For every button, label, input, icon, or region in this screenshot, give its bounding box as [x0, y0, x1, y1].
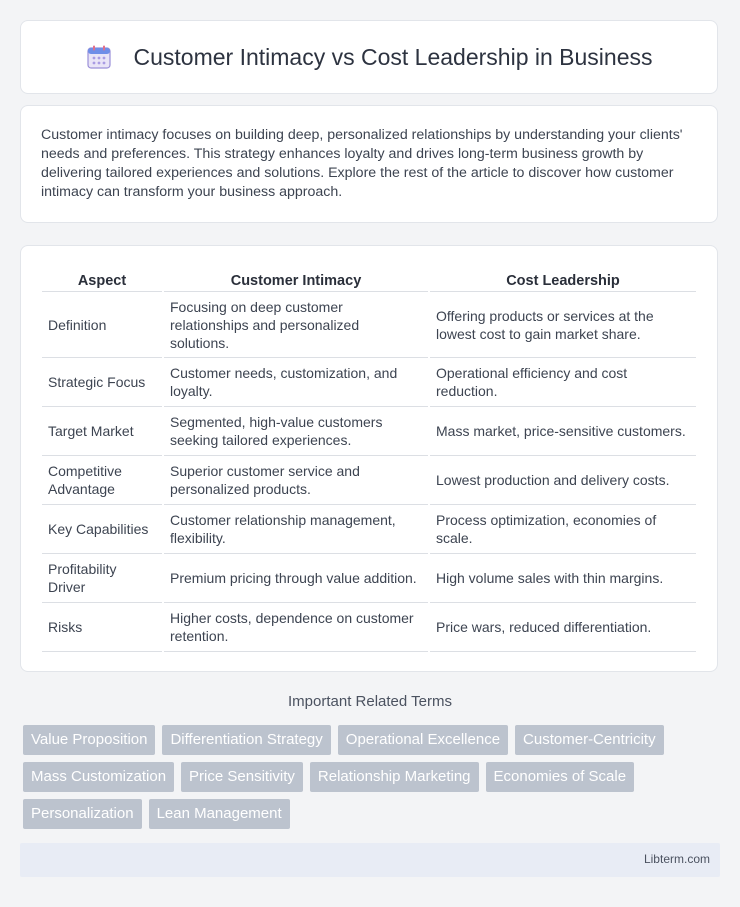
table-row	[42, 456, 696, 505]
table-cell: Price wars, reduced differentiation.	[430, 603, 696, 652]
related-term-tag[interactable]: Value Proposition	[23, 725, 155, 755]
table-cell: High volume sales with thin margins.	[430, 554, 696, 603]
table-row	[42, 292, 696, 358]
comparison-table	[40, 266, 698, 652]
column-header: Aspect	[42, 266, 162, 292]
related-term-tag[interactable]: Operational Excellence	[338, 725, 508, 755]
table-cell: Segmented, high-value customers seeking tailored experiences.	[164, 407, 428, 456]
intro-card	[20, 105, 718, 223]
related-term-tag[interactable]: Lean Management	[149, 799, 290, 829]
header-card	[20, 20, 718, 94]
column-header: Cost Leadership	[430, 266, 696, 292]
related-term-tag[interactable]: Personalization	[23, 799, 142, 829]
comparison-card	[20, 245, 718, 672]
table-cell: Key Capabilities	[42, 505, 162, 554]
tag-row	[23, 762, 723, 792]
tag-row	[23, 725, 723, 755]
table-row	[42, 554, 696, 603]
table-cell: Process optimization, economies of scale.	[430, 505, 696, 554]
related-term-tag[interactable]: Mass Customization	[23, 762, 174, 792]
table-cell: Risks	[42, 603, 162, 652]
table-row	[42, 358, 696, 407]
table-row	[42, 505, 696, 554]
table-cell: Definition	[42, 292, 162, 358]
table-cell: Higher costs, dependence on customer retention.	[164, 603, 428, 652]
table-row	[42, 407, 696, 456]
table-cell: Competitive Advantage	[42, 456, 162, 505]
tag-row	[23, 799, 723, 829]
calendar-icon	[86, 44, 112, 70]
table-cell: Customer needs, customization, and loyalty.	[164, 358, 428, 407]
related-term-tag[interactable]: Differentiation Strategy	[162, 725, 330, 755]
table-cell: Lowest production and delivery costs.	[430, 456, 696, 505]
column-header: Customer Intimacy	[164, 266, 428, 292]
related-term-tag[interactable]: Customer-Centricity	[515, 725, 664, 755]
table-cell: Mass market, price-sensitive customers.	[430, 407, 696, 456]
footer-site-link[interactable]: Libterm.com	[643, 852, 710, 866]
related-terms-tags	[23, 725, 723, 836]
table-row	[42, 603, 696, 652]
table-cell: Customer relationship management, flexibility.	[164, 505, 428, 554]
table-cell: Premium pricing through value addition.	[164, 554, 428, 603]
related-term-tag[interactable]: Price Sensitivity	[181, 762, 303, 792]
table-cell: Target Market	[42, 407, 162, 456]
footer	[20, 843, 720, 877]
table-cell: Superior customer service and personalized products.	[164, 456, 428, 505]
table-cell: Focusing on deep customer relationships and personalized solutions.	[164, 292, 428, 358]
page-title: Customer Intimacy vs Cost Leadership in Business	[133, 43, 653, 70]
table-cell: Operational efficiency and cost reduction.	[430, 358, 696, 407]
related-term-tag[interactable]: Relationship Marketing	[310, 762, 479, 792]
related-term-tag[interactable]: Economies of Scale	[486, 762, 635, 792]
intro-paragraph: Customer intimacy focuses on building deep, personalized relationships by understanding your clients' needs and preferences. This strategy enhances loyalty and drives long-term business growth by delivering tailored experiences and solutions. Explore the rest of the article to discover how customer intimacy can transform your business approach.	[41, 127, 683, 200]
table-header-row	[42, 266, 696, 292]
table-cell: Profitability Driver	[42, 554, 162, 603]
related-terms-title: Important Related Terms	[288, 693, 452, 710]
table-cell: Offering products or services at the lowest cost to gain market share.	[430, 292, 696, 358]
table-cell: Strategic Focus	[42, 358, 162, 407]
